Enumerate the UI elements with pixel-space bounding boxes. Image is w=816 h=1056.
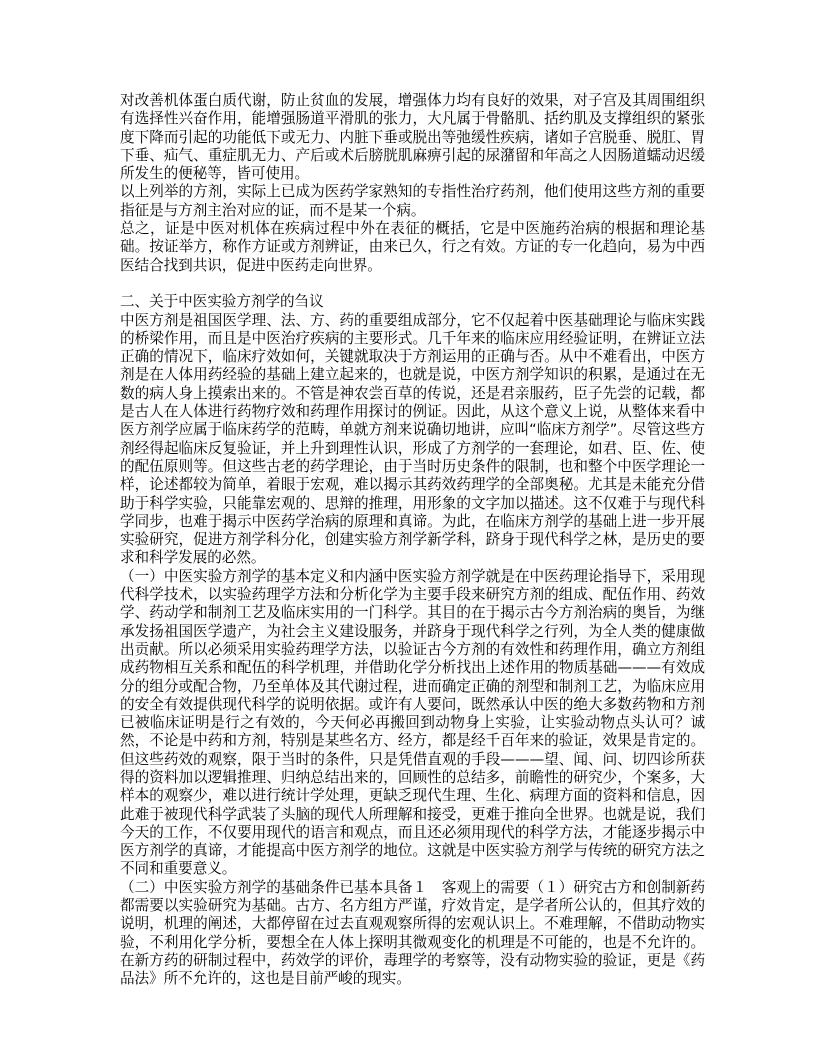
paragraph: （一）中医实验方剂学的基本定义和内涵中医实验方剂学就是在中医药理论指导下，采用现代科学技术，以实验药理学方法和分析化学为主要手段来研究方剂的组成、配伍作用、药效学、药动学和制剂工艺及临床实用的一门科学。其目的在于揭示古今方剂治病的奥旨，为继承发扬祖国医学遗产，为社会主义建设服务，并跻身于现代科学之行列，为全人类的健康做出贡献。所以必须采用实验药理学方法，以验证古今方剂的有效性和药理作用，确立方剂组成药物相互关系和配伍的科学机理，并借助化学分析找出上述作用的物质基础———有效成分的组分或配合物，乃至单体及其代谢过程，进而确定正确的剂型和制剂工艺，为临床应用的安全有效提供现代科学的说明依据。或许有人要问，既然承认中医的绝大多数药物和方剂已被临床证明是行之有效的，今天何必再搬回到动物身上实验，让实验动物点头认可？诚然，不论是中药和方剂，特别是某些名方、经方，都是经千百年来的验证，效果是肯定的。但这些药效的观察，限于当时的条件，只是凭借直观的手段———望、闻、问、切四诊所获得的资料加以逻辑推理、归纳总结出来的，回顾性的总结多，前瞻性的研究少，个案多，大样本的观察少，难以进行统计学处理，更缺乏现代生理、生化、病理方面的资料和信息，因此难于被现代科学武装了头脑的现代人所理解和接受，更难于推向全世界。也就是说，我们今天的工作，不仅要用现代的语言和观点，而且还必须用现代的科学方法，才能逐步揭示中医方剂学的真谛，才能提高中医方剂学的地位。这就是中医实验方剂学与传统的研究方法之不同和重要意义。 (120, 567, 705, 878)
paragraph: 总之，证是中医对机体在疾病过程中外在表征的概括，它是中医施药治病的根据和理论基础。按证举方，称作方证或方剂辨证，由来已久，行之有效。方证的专一化趋向，易为中西医结合找到共识，促进中医药走向世界。 (120, 220, 705, 274)
paragraph: 对改善机体蛋白质代谢，防止贫血的发展，增强体力均有良好的效果，对子宫及其周围组织有选择性兴奋作用，能增强肠道平滑肌的张力，大凡属于骨骼肌、括约肌及支撑组织的紧张度下降而引起的功能低下或无力、内脏下垂或脱出等弛缓性疾病，诸如子宫脱垂、脱肛、胃下垂、疝气、重症肌无力、产后或术后膀胱肌麻痹引起的尿潴留和年高之人因肠道蠕动迟缓所发生的便秘等，皆可使用。 (120, 92, 705, 183)
paragraph: 以上列举的方剂，实际上已成为医药学家熟知的专指性治疗药剂，他们使用这些方剂的重要指征是与方剂主治对应的证，而不是某一个病。 (120, 183, 705, 219)
section-heading: 二、关于中医实验方剂学的刍议 (120, 293, 324, 311)
blank-line (120, 275, 705, 293)
paragraph: （二）中医实验方剂学的基础条件已基本具备１ 客观上的需要（１）研究古方和创制新药都需要以实验研究为基础。古方、名方组方严谨，疗效肯定，是学者所公认的，但其疗效的说明，机理的阐述，大都停留在过去直观观察所得的宏观认识上。不难理解，不借助动物实验，不利用化学分析，要想全在人体上探明其微观变化的机理是不可能的，也是不允许的。在新方药的研制过程中，药效学的评价，毒理学的考察等，没有动物实验的验证，更是《药品法》所不允许的，这也是目前严峻的现实。 (120, 878, 705, 988)
paragraph: 中医方剂是祖国医学理、法、方、药的重要组成部分，它不仅起着中医基础理论与临床实践的桥梁作用，而且是中医治疗疾病的主要形式。几千年来的临床应用经验证明，在辨证立法正确的情况下，临床疗效如何，关键就取决于方剂运用的正确与否。从中不难看出，中医方剂是在人体用药经验的基础上建立起来的，也就是说，中医方剂学知识的积累，是通过在无数的病人身上摸索出来的。不管是神农尝百草的传说，还是君亲服药，臣子先尝的记载，都是古人在人体进行药物疗效和药理作用探讨的例证。因此，从这个意义上说，从整体来看中医方剂学应属于临床药学的范畴，单就方剂来说确切地讲，应叫“临床方剂学”。尽管这些方剂经得起临床反复验证，并上升到理性认识，形成了方剂学的一套理论，如君、臣、佐、使的配伍原则等。但这些古老的药学理论，由于当时历史条件的限制，也和整个中医学理论一样，论述都较为简单，着眼于宏观，难以揭示其药效药理学的全部奥秘。尤其是未能充分借助于科学实验，只能靠宏观的、思辩的推理，用形象的文字加以描述。这不仅难于与现代科学同步，也难于揭示中医药学治病的原理和真谛。为此，在临床方剂学的基础上进一步开展实验研究，促进方剂学科分化，创建实验方剂学新学科，跻身于现代科学之林，是历史的要求和科学发展的必然。 (120, 311, 705, 567)
document-page (120, 92, 705, 989)
